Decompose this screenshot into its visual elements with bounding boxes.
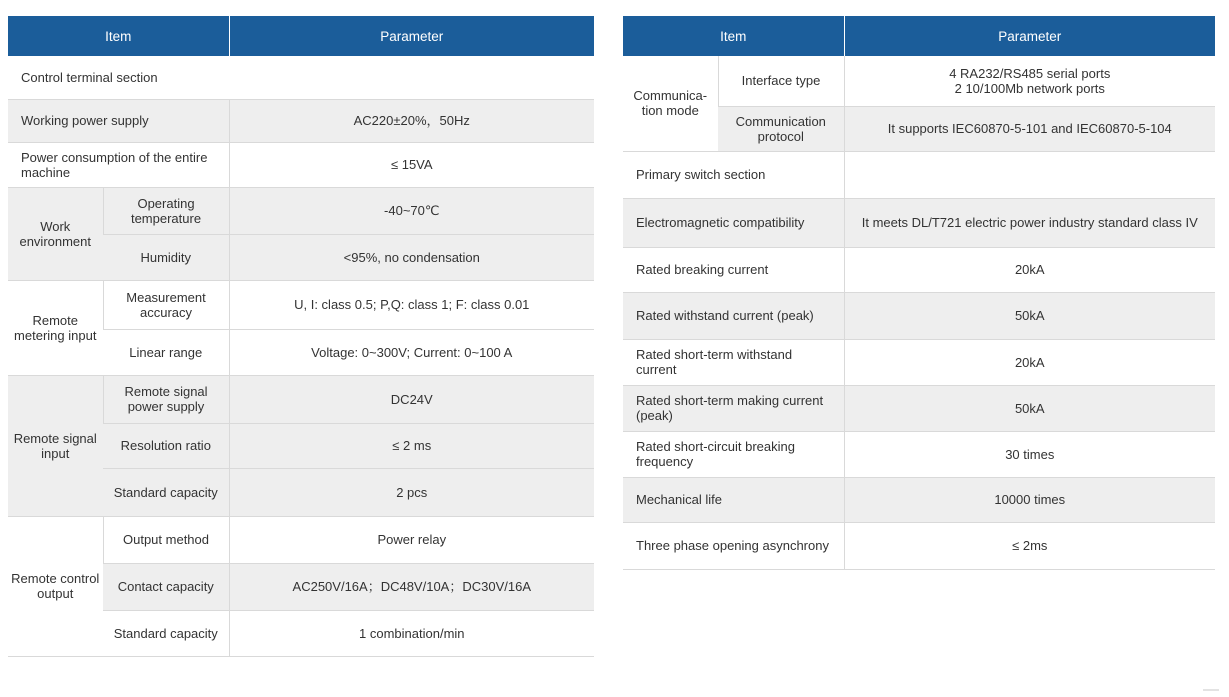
contact-capacity-value: AC250V/16A；DC48V/10A；DC30V/16A bbox=[229, 563, 594, 610]
resolution-ratio-value: ≤ 2 ms bbox=[229, 423, 594, 468]
communication-protocol-label: Communication protocol bbox=[718, 106, 844, 151]
right-header-item: Item bbox=[623, 16, 844, 56]
remote-metering-category: Remote metering input bbox=[8, 280, 103, 375]
measurement-accuracy-value: U, I: class 0.5; P,Q: class 1; F: class 0.01 bbox=[229, 280, 594, 329]
working-power-supply-label: Working power supply bbox=[8, 99, 229, 142]
signal-standard-capacity-value: 2 pcs bbox=[229, 468, 594, 516]
control-terminal-section: Control terminal section bbox=[8, 56, 594, 99]
opening-asynchrony-label: Three phase opening asynchrony bbox=[623, 522, 844, 569]
rated-withstand-peak-label: Rated withstand current (peak) bbox=[623, 292, 844, 339]
right-header-parameter: Parameter bbox=[844, 16, 1215, 56]
rated-breaking-current-label: Rated breaking current bbox=[623, 247, 844, 292]
signal-standard-capacity-label: Standard capacity bbox=[103, 468, 229, 516]
rated-breaking-current-value: 20kA bbox=[844, 247, 1215, 292]
output-method-value: Power relay bbox=[229, 516, 594, 563]
power-consumption-value: ≤ 15VA bbox=[229, 142, 594, 187]
rated-withstand-peak-value: 50kA bbox=[844, 292, 1215, 339]
work-environment-category: Work environment bbox=[8, 187, 103, 280]
remote-signal-power-label: Remote signal power supply bbox=[103, 375, 229, 423]
corner-decoration bbox=[1203, 683, 1219, 691]
short-term-withstand-label: Rated short-term withstand current bbox=[623, 339, 844, 385]
remote-control-category: Remote control output bbox=[8, 516, 103, 656]
control-standard-capacity-value: 1 combination/min bbox=[229, 610, 594, 656]
interface-network-ports: 2 10/100Mb network ports bbox=[954, 80, 1105, 96]
linear-range-label: Linear range bbox=[103, 329, 229, 375]
right-spec-table bbox=[623, 16, 1215, 570]
mechanical-life-label: Mechanical life bbox=[623, 477, 844, 522]
output-method-label: Output method bbox=[103, 516, 229, 563]
resolution-ratio-label: Resolution ratio bbox=[103, 423, 229, 468]
control-standard-capacity-label: Standard capacity bbox=[103, 610, 229, 656]
power-consumption-label: Power consumption of the entire machine bbox=[8, 142, 229, 187]
communication-protocol-value: It supports IEC60870-5-101 and IEC60870-5-104 bbox=[844, 106, 1215, 151]
linear-range-value: Voltage: 0~300V; Current: 0~100 A bbox=[229, 329, 594, 375]
interface-type-label: Interface type bbox=[718, 56, 844, 106]
primary-switch-section: Primary switch section bbox=[623, 151, 844, 198]
interface-serial-ports: 4 RA232/RS485 serial ports bbox=[949, 65, 1111, 81]
emc-label: Electromagnetic compatibility bbox=[623, 198, 844, 247]
short-term-withstand-value: 20kA bbox=[844, 339, 1215, 385]
remote-signal-category: Remote signal input bbox=[8, 375, 103, 516]
short-circuit-frequency-label: Rated short-circuit breaking frequency bbox=[623, 431, 844, 477]
interface-type-value bbox=[844, 56, 1215, 106]
short-term-making-label: Rated short-term making current (peak) bbox=[623, 385, 844, 431]
operating-temperature-value: -40~70℃ bbox=[229, 187, 594, 234]
opening-asynchrony-value: ≤ 2ms bbox=[844, 522, 1215, 569]
left-header-item: Item bbox=[8, 16, 229, 56]
mechanical-life-value: 10000 times bbox=[844, 477, 1215, 522]
humidity-value: <95%, no condensation bbox=[229, 234, 594, 280]
remote-signal-power-value: DC24V bbox=[229, 375, 594, 423]
short-circuit-frequency-value: 30 times bbox=[844, 431, 1215, 477]
operating-temperature-label: Operating temperature bbox=[103, 187, 229, 234]
measurement-accuracy-label: Measurement accuracy bbox=[103, 280, 229, 329]
communication-mode-category: Communica-tion mode bbox=[623, 56, 718, 151]
working-power-supply-value: AC220±20%，50Hz bbox=[229, 99, 594, 142]
left-spec-table bbox=[8, 16, 594, 657]
contact-capacity-label: Contact capacity bbox=[103, 563, 229, 610]
emc-value: It meets DL/T721 electric power industry standard class IV bbox=[844, 198, 1215, 247]
left-header-parameter: Parameter bbox=[229, 16, 594, 56]
short-term-making-value: 50kA bbox=[844, 385, 1215, 431]
humidity-label: Humidity bbox=[103, 234, 229, 280]
